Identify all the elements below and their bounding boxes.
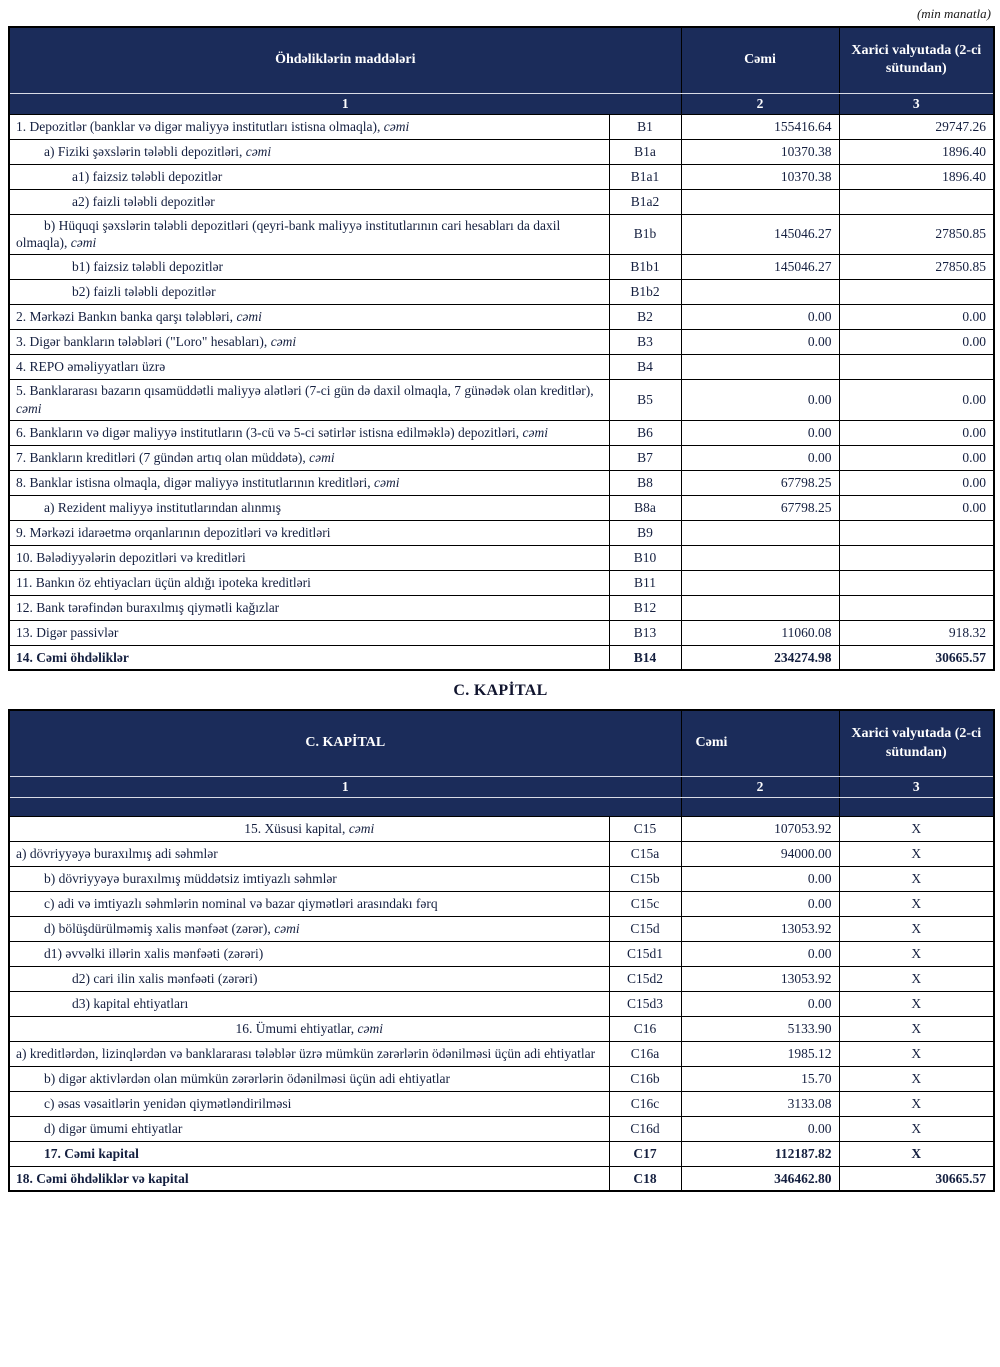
row-label-text: 17. Cəmi kapital <box>44 1145 139 1161</box>
row-label-italic: cəmi <box>16 400 42 416</box>
row-label-italic: cəmi <box>383 118 410 134</box>
row-foreign: 30665.57 <box>839 1166 994 1191</box>
row-label-text: b) digər aktivlərdən olan mümkün zərərlərin ödənilməsi üçün adi ehtiyatlar <box>44 1070 450 1086</box>
row-label <box>9 305 609 330</box>
liabilities-header-row <box>9 27 994 93</box>
row-label-text: d1) əvvəlki illərin xalis mənfəəti (zərəri) <box>44 945 264 961</box>
row-code: C15 <box>609 816 681 841</box>
row-total: 0.00 <box>681 305 839 330</box>
row-label-text: a2) faizli tələbli depozitlər <box>72 193 215 209</box>
liabilities-colnum-row <box>9 93 994 114</box>
row-code: C16b <box>609 1066 681 1091</box>
row-label <box>9 891 609 916</box>
row-total: 67798.25 <box>681 470 839 495</box>
row-label <box>9 470 609 495</box>
row-label-text: 14. Cəmi öhdəliklər <box>16 649 129 665</box>
spacer-cell <box>681 797 839 816</box>
row-label <box>9 841 609 866</box>
row-total: 13053.92 <box>681 916 839 941</box>
row-total: 0.00 <box>681 330 839 355</box>
row-foreign: X <box>839 1016 994 1041</box>
row-code: C16 <box>609 1016 681 1041</box>
row-total: 234274.98 <box>681 645 839 670</box>
row-label <box>9 355 609 380</box>
row-code: B1b1 <box>609 255 681 280</box>
table-row <box>9 841 994 866</box>
table-row <box>9 816 994 841</box>
row-label-text: 2. Mərkəzi Bankın banka qarşı tələbləri, <box>16 309 237 325</box>
row-code: C15a <box>609 841 681 866</box>
row-label-text: 16. Ümumi ehtiyatlar, <box>235 1020 358 1036</box>
row-label-text: 15. Xüsusi kapital, <box>244 820 349 836</box>
row-label-text: 4. REPO əməliyyatları üzrə <box>16 359 166 375</box>
row-foreign: 0.00 <box>839 495 994 520</box>
row-label <box>9 1116 609 1141</box>
row-label-italic: cəmi <box>374 474 400 490</box>
row-label-italic: cəmi <box>274 920 300 936</box>
row-code: C16a <box>609 1041 681 1066</box>
row-total: 155416.64 <box>681 114 839 139</box>
row-label <box>9 966 609 991</box>
row-code: C15d1 <box>609 941 681 966</box>
table-row <box>9 470 994 495</box>
row-total: 5133.90 <box>681 1016 839 1041</box>
row-label <box>9 520 609 545</box>
row-foreign: 27850.85 <box>839 214 994 255</box>
row-code: B1 <box>609 114 681 139</box>
row-total <box>681 545 839 570</box>
row-foreign: 0.00 <box>839 305 994 330</box>
row-code: C15c <box>609 891 681 916</box>
table-row <box>9 620 994 645</box>
colnum-2: 2 <box>681 776 839 797</box>
row-total: 0.00 <box>681 991 839 1016</box>
table-row <box>9 1016 994 1041</box>
row-label-text: 6. Bankların və digər maliyyə institutların (3-cü və 5-ci sətirlər istisna edilməklə) depozitləri, <box>16 424 523 440</box>
table-row <box>9 520 994 545</box>
liabilities-header-foreign: Xarici valyutada (2-ci sütundan) <box>839 27 994 93</box>
row-total: 10370.38 <box>681 164 839 189</box>
row-code: B2 <box>609 305 681 330</box>
row-label-italic: cəmi <box>348 820 375 836</box>
row-foreign: 27850.85 <box>839 255 994 280</box>
row-foreign: 30665.57 <box>839 645 994 670</box>
row-total: 67798.25 <box>681 495 839 520</box>
row-foreign: X <box>839 866 994 891</box>
row-code: B12 <box>609 595 681 620</box>
unit-note: (min manatla) <box>916 6 991 21</box>
row-label <box>9 189 609 214</box>
row-total: 0.00 <box>681 866 839 891</box>
row-code: B1b2 <box>609 280 681 305</box>
row-total: 3133.08 <box>681 1091 839 1116</box>
row-label <box>9 1166 609 1191</box>
capital-table <box>8 709 995 1192</box>
row-label <box>9 1141 609 1166</box>
capital-body <box>9 816 994 1191</box>
row-foreign: 1896.40 <box>839 139 994 164</box>
row-total: 145046.27 <box>681 255 839 280</box>
table-row <box>9 645 994 670</box>
row-label <box>9 941 609 966</box>
row-label-italic: cəmi <box>522 424 548 440</box>
row-foreign: X <box>839 966 994 991</box>
row-code: C16c <box>609 1091 681 1116</box>
table-row <box>9 1066 994 1091</box>
row-label <box>9 1091 609 1116</box>
row-total: 15.70 <box>681 1066 839 1091</box>
row-label <box>9 1066 609 1091</box>
row-total <box>681 355 839 380</box>
row-label <box>9 330 609 355</box>
row-total <box>681 595 839 620</box>
row-foreign: X <box>839 1066 994 1091</box>
table-row <box>9 1141 994 1166</box>
row-foreign <box>839 355 994 380</box>
row-label-text: b1) faizsiz tələbli depozitlər <box>72 259 224 275</box>
table-row <box>9 1116 994 1141</box>
row-total <box>681 520 839 545</box>
table-row <box>9 139 994 164</box>
colnum-2: 2 <box>681 93 839 114</box>
row-label-text: c) əsas vəsaitlərin yenidən qiymətləndirilməsi <box>44 1095 292 1111</box>
row-code: C16d <box>609 1116 681 1141</box>
row-label <box>9 595 609 620</box>
row-label <box>9 620 609 645</box>
row-label <box>9 1041 609 1066</box>
table-row <box>9 420 994 445</box>
table-row <box>9 214 994 255</box>
row-foreign: X <box>839 1041 994 1066</box>
capital-header-row <box>9 710 994 776</box>
row-label-text: 5. Banklararası bazarın qısamüddətli maliyyə alətləri (7-ci gün də daxil olmaqla, 7 günədək olan kreditlər), <box>16 383 594 399</box>
row-label <box>9 545 609 570</box>
row-code: C17 <box>609 1141 681 1166</box>
row-code: B1a2 <box>609 189 681 214</box>
row-label <box>9 139 609 164</box>
row-label-text: 7. Bankların kreditləri (7 gündən artıq olan müddətə), <box>16 449 310 465</box>
row-code: B13 <box>609 620 681 645</box>
row-label-text: 8. Banklar istisna olmaqla, digər maliyyə institutlarının kreditləri, <box>16 474 375 490</box>
row-code: C15d <box>609 916 681 941</box>
row-foreign: X <box>839 916 994 941</box>
row-total: 145046.27 <box>681 214 839 255</box>
table-row <box>9 891 994 916</box>
colnum-3: 3 <box>839 93 994 114</box>
row-label-text: 11. Bankın öz ehtiyacları üçün aldığı ipoteka kreditləri <box>16 574 311 590</box>
colnum-1: 1 <box>9 93 681 114</box>
row-label <box>9 214 609 255</box>
row-code: B6 <box>609 420 681 445</box>
section-title: C. KAPİTAL <box>453 682 548 700</box>
row-label <box>9 280 609 305</box>
colnum-1: 1 <box>9 776 681 797</box>
row-foreign: 29747.26 <box>839 114 994 139</box>
row-foreign: X <box>839 891 994 916</box>
table-row <box>9 255 994 280</box>
row-label-text: a) dövriyyəyə buraxılmış adi səhmlər <box>16 845 218 861</box>
row-label-text: a) Rezident maliyyə institutlarından alınmış <box>44 499 281 515</box>
row-foreign: 918.32 <box>839 620 994 645</box>
table-row <box>9 966 994 991</box>
row-foreign: 0.00 <box>839 380 994 421</box>
table-row <box>9 330 994 355</box>
capital-colnum-row <box>9 776 994 797</box>
row-code: C15d2 <box>609 966 681 991</box>
row-foreign: 1896.40 <box>839 164 994 189</box>
row-total: 13053.92 <box>681 966 839 991</box>
row-foreign <box>839 280 994 305</box>
row-label <box>9 255 609 280</box>
row-code: C18 <box>609 1166 681 1191</box>
row-foreign <box>839 570 994 595</box>
row-label <box>9 816 609 841</box>
row-label <box>9 380 609 421</box>
row-code: B10 <box>609 545 681 570</box>
row-label-text: d3) kapital ehtiyatları <box>72 995 189 1011</box>
row-label-text: c) adi və imtiyazlı səhmlərin nominal və bazar qiymətləri arasındakı fərq <box>44 895 438 911</box>
row-label <box>9 495 609 520</box>
row-label-italic: cəmi <box>70 235 97 251</box>
row-total <box>681 189 839 214</box>
liabilities-header-total: Cəmi <box>681 27 839 93</box>
row-label <box>9 1016 609 1041</box>
row-label-italic: cəmi <box>309 449 335 465</box>
row-label-text: b2) faizli tələbli depozitlər <box>72 284 216 300</box>
table-row <box>9 380 994 421</box>
row-label <box>9 114 609 139</box>
row-foreign: X <box>839 991 994 1016</box>
table-row <box>9 280 994 305</box>
row-code: B1a1 <box>609 164 681 189</box>
colnum-3: 3 <box>839 776 994 797</box>
row-label-text: d) digər ümumi ehtiyatlar <box>44 1120 183 1136</box>
spacer-cell <box>839 797 994 816</box>
row-total: 0.00 <box>681 941 839 966</box>
table-row <box>9 1041 994 1066</box>
liabilities-body <box>9 114 994 670</box>
row-label-italic: cəmi <box>357 1020 384 1036</box>
row-label <box>9 916 609 941</box>
table-row <box>9 189 994 214</box>
row-foreign: X <box>839 941 994 966</box>
row-label <box>9 164 609 189</box>
row-foreign: X <box>839 1116 994 1141</box>
row-label-text: 3. Digər bankların tələbləri ("Loro" hesabları), <box>16 334 271 350</box>
table-row <box>9 570 994 595</box>
row-foreign <box>839 595 994 620</box>
table-row <box>9 305 994 330</box>
row-label <box>9 645 609 670</box>
row-foreign: 0.00 <box>839 330 994 355</box>
row-code: B1a <box>609 139 681 164</box>
table-row <box>9 595 994 620</box>
table-row <box>9 164 994 189</box>
row-foreign: X <box>839 841 994 866</box>
row-foreign <box>839 189 994 214</box>
row-code: C15d3 <box>609 991 681 1016</box>
row-code: C15b <box>609 866 681 891</box>
row-label-text: 12. Bank tərəfindən buraxılmış qiymətli kağızlar <box>16 599 280 615</box>
row-code: B8 <box>609 470 681 495</box>
row-code: B5 <box>609 380 681 421</box>
row-label-text: a1) faizsiz tələbli depozitlər <box>72 168 223 184</box>
row-total: 0.00 <box>681 891 839 916</box>
capital-header-total: Cəmi <box>681 710 839 776</box>
row-label-text: b) dövriyyəyə buraxılmış müddətsiz imtiyazlı səhmlər <box>44 870 337 886</box>
row-label-italic: cəmi <box>245 143 272 159</box>
row-label-text: 13. Digər passivlər <box>16 624 119 640</box>
row-total: 107053.92 <box>681 816 839 841</box>
row-code: B7 <box>609 445 681 470</box>
row-label-italic: cəmi <box>236 309 262 325</box>
row-foreign: 0.00 <box>839 420 994 445</box>
row-foreign <box>839 520 994 545</box>
row-label <box>9 445 609 470</box>
table-row <box>9 866 994 891</box>
row-code: B8a <box>609 495 681 520</box>
row-code: B4 <box>609 355 681 380</box>
table-row <box>9 1166 994 1191</box>
table-row <box>9 445 994 470</box>
capital-header-spacer-row <box>9 797 994 816</box>
row-code: B11 <box>609 570 681 595</box>
liabilities-header-title: Öhdəliklərin maddələri <box>9 27 681 93</box>
row-foreign: 0.00 <box>839 445 994 470</box>
row-label <box>9 991 609 1016</box>
row-total: 0.00 <box>681 420 839 445</box>
row-total: 0.00 <box>681 445 839 470</box>
row-label-text: d2) cari ilin xalis mənfəəti (zərəri) <box>72 970 258 986</box>
row-label-text: 18. Cəmi öhdəliklər və kapital <box>16 1170 189 1186</box>
row-total: 0.00 <box>681 380 839 421</box>
spacer-cell <box>9 797 681 816</box>
row-label <box>9 570 609 595</box>
liabilities-table <box>8 26 995 671</box>
row-total: 112187.82 <box>681 1141 839 1166</box>
row-label-text: 9. Mərkəzi idarəetmə orqanlarının depozitləri və kreditləri <box>16 524 331 540</box>
row-total: 10370.38 <box>681 139 839 164</box>
table-row <box>9 991 994 1016</box>
row-foreign: X <box>839 1091 994 1116</box>
table-row <box>9 545 994 570</box>
row-label-text: 1. Depozitlər (banklar və digər maliyyə institutları istisna olmaqla), <box>16 118 384 134</box>
row-label <box>9 420 609 445</box>
row-total <box>681 280 839 305</box>
row-foreign: 0.00 <box>839 470 994 495</box>
row-code: B9 <box>609 520 681 545</box>
table-row <box>9 355 994 380</box>
row-code: B14 <box>609 645 681 670</box>
row-label-text: a) kreditlərdən, lizinqlərdən və banklararası tələblər üzrə mümkün zərərlərin ödənilməsi üçün adi ehtiyatlar <box>16 1045 596 1061</box>
row-label-text: 10. Bələdiyyələrin depozitləri və kreditləri <box>16 549 246 565</box>
row-foreign <box>839 545 994 570</box>
row-label-text: d) bölüşdürülməmiş xalis mənfəət (zərər), <box>44 920 275 936</box>
table-row <box>9 916 994 941</box>
row-code: B1b <box>609 214 681 255</box>
row-total: 94000.00 <box>681 841 839 866</box>
table-row <box>9 495 994 520</box>
row-total: 0.00 <box>681 1116 839 1141</box>
row-total: 346462.80 <box>681 1166 839 1191</box>
capital-header-title: C. KAPİTAL <box>9 710 681 776</box>
row-total: 1985.12 <box>681 1041 839 1066</box>
row-label-text: a) Fiziki şəxslərin tələbli depozitləri, <box>44 143 246 159</box>
row-total <box>681 570 839 595</box>
row-foreign: X <box>839 1141 994 1166</box>
table-row <box>9 941 994 966</box>
capital-header-foreign: Xarici valyutada (2-ci sütundan) <box>839 710 994 776</box>
row-code: B3 <box>609 330 681 355</box>
row-label-italic: cəmi <box>270 334 297 350</box>
row-total: 11060.08 <box>681 620 839 645</box>
table-row <box>9 114 994 139</box>
row-label-text: b) Hüquqi şəxslərin tələbli depozitləri (qeyri-bank maliyyə institutlarının cari hesabları da daxil olmaqla), <box>16 217 561 251</box>
row-foreign: X <box>839 816 994 841</box>
table-row <box>9 1091 994 1116</box>
row-label <box>9 866 609 891</box>
